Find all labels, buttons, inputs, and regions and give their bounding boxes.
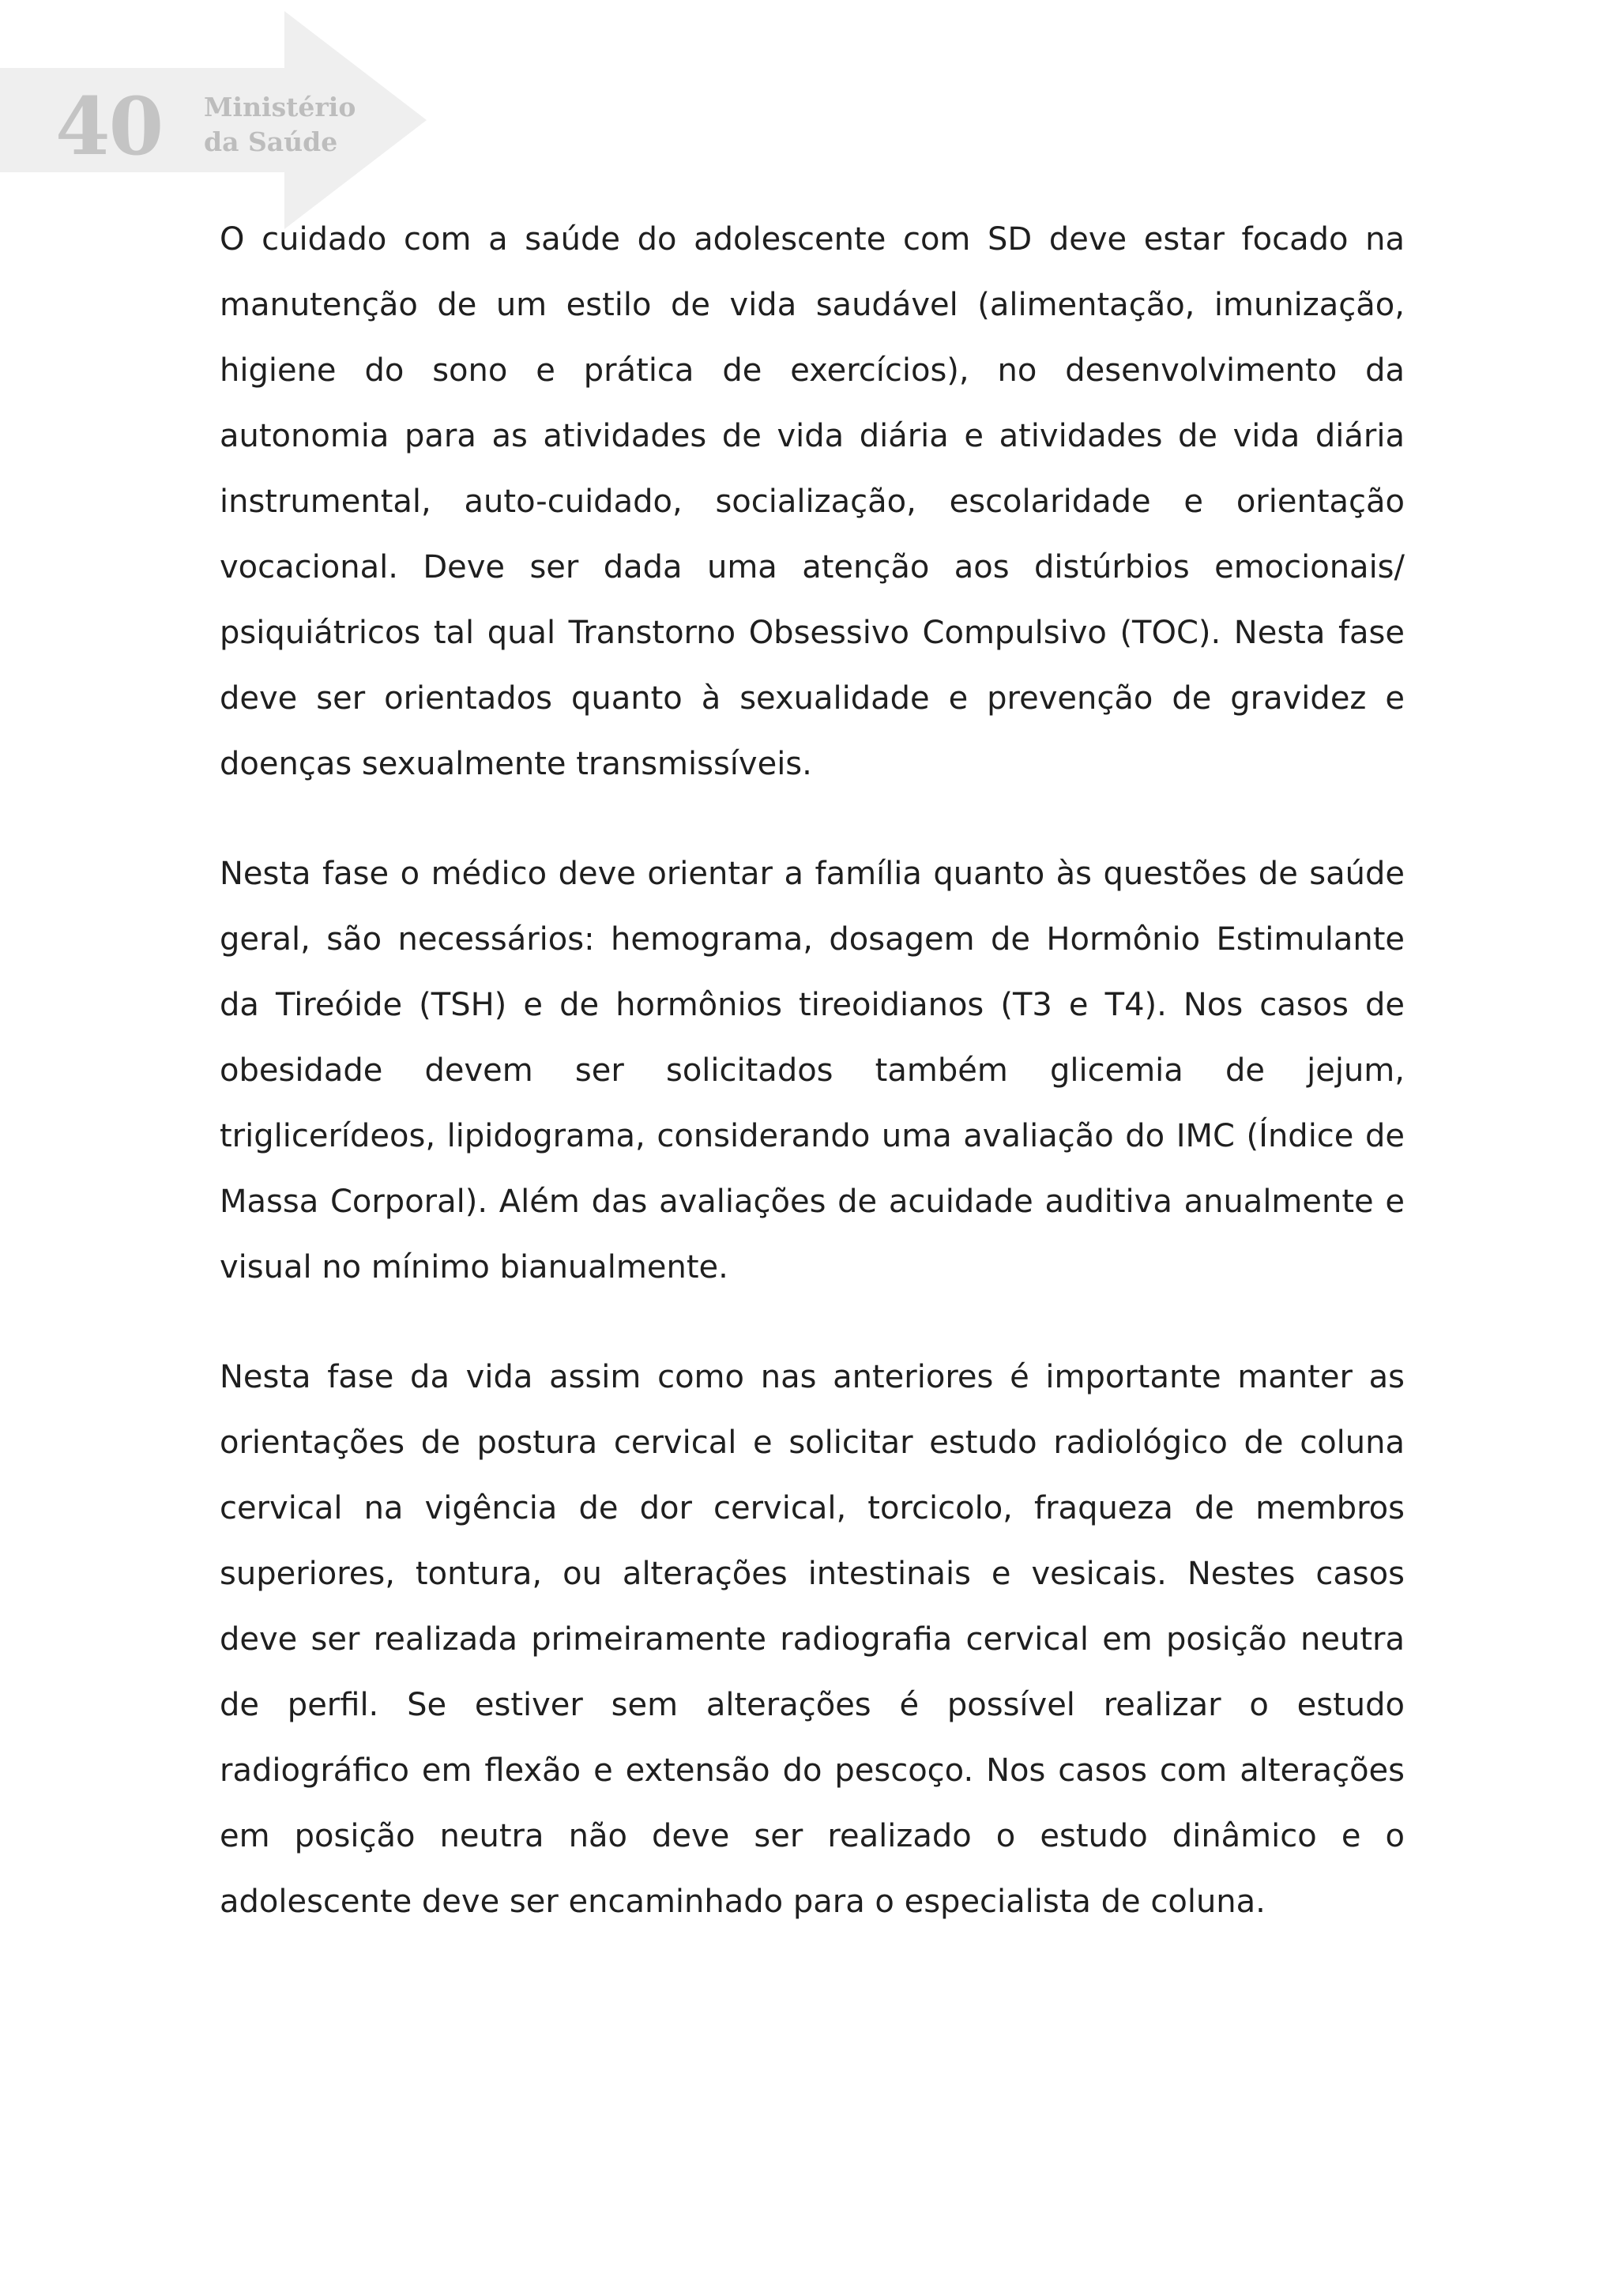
paragraph: Nesta fase o médico deve orientar a família quanto às questões de saúde geral, são necessários: hemograma, dosagem de Hormônio Estimulante da Tireóide (TSH) e de hormônios tireoidianos (T3 e T4). Nos casos de obesidade devem ser solicitados também glicemia de jejum, triglicerídeos, lipidograma, considerando uma avaliação do IMC (Índice de Massa Corporal). Além das avaliações de acuidade auditiva anualmente e visual no mínimo bianualmente.: [220, 856, 1405, 1285]
paragraph: O cuidado com a saúde do adolescente com SD deve estar focado na manutenção de um estilo de vida saudável (alimentação, imunização, higiene do sono e prática de exercícios), no desenvolvimento da autonomia para as atividades de vida diária e atividades de vida diária instrumental, auto-cuidado, socialização, escolaridade e orientação vocacional. Deve ser dada uma atenção aos distúrbios emocionais/ psiquiátricos tal qual Transtorno Obsessivo Compulsivo (TOC). Nesta fase deve ser orientados quanto à sexualidade e prevenção de gravidez e doenças sexualmente transmissíveis.: [220, 221, 1405, 782]
document-body: [220, 207, 1405, 1979]
publisher-line-2: da Saúde: [204, 126, 338, 157]
page-number: 40: [55, 80, 163, 173]
publisher-line-1: Ministério: [204, 92, 356, 122]
paragraph: Nesta fase da vida assim como nas anteriores é importante manter as orientações de postura cervical e solicitar estudo radiológico de coluna cervical na vigência de dor cervical, torcicolo, fraqueza de membros superiores, tontura, ou alterações intestinais e vesicais. Nestes casos deve ser realizada primeiramente radiografia cervical em posição neutra de perfil. Se estiver sem alterações é possível realizar o estudo radiográfico em flexão e extensão do pescoço. Nos casos com alterações em posição neutra não deve ser realizado o estudo dinâmico e o adolescente deve ser encaminhado para o especialista de coluna.: [220, 1359, 1405, 1920]
page-header: [0, 0, 442, 237]
publisher-name: [204, 90, 356, 160]
